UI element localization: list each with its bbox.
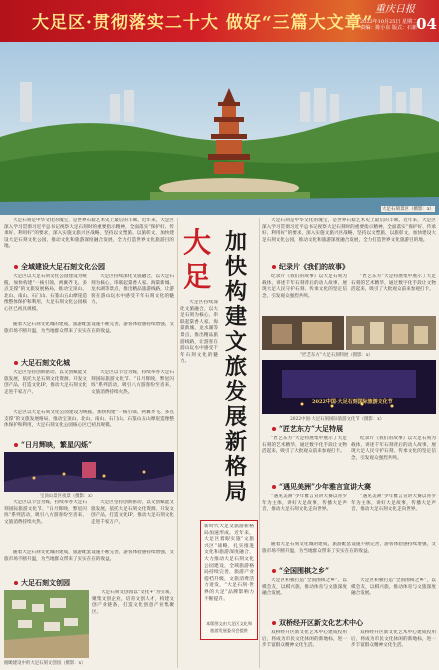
section-title-2: 大足石刻文化城: [14, 358, 70, 368]
body-text-r3b: 纪录片《我们的故事》以大足石刻为载体，讲述千年石刻背后的动人故事，展现大足人民守护石刻、传承文化的坚定信念，引发观众强烈共鸣。: [351, 436, 436, 461]
exhibit-illustration-1: [262, 316, 344, 350]
body-text-r4b: “遇见美洲”少年雅言宣讲大赛以青少年为主体，讲好大足故事，传播大足声音，推动大足石刻文化走向世界。: [351, 494, 436, 513]
intro-box: [200, 520, 258, 640]
issue-info: [360, 19, 417, 31]
intro-text: 新时代大足文旅游新格局加速形成。近年来，大足区着眼实施“文旅兴区”战略，扎实推进文化和旅游深度融合，大力推动大足石刻文化公园建设，全域旅游格局持续完善，旅游产业提档升级，文旅消费活力迸发，“大足石刻·世界的大足”品牌影响力不断提升。: [204, 524, 254, 602]
bullet-icon: [14, 581, 18, 585]
caption-festival: 2022中国·大足石刻国际旅游文化节（摄影：x）: [290, 417, 385, 422]
hero-illustration: [0, 42, 439, 215]
body-text-7: 随着大足石刻文化城的建成，旅游配套设施不断完善，游客体验感持续增强，文旅市场不断升温，为当地群众带来了实实在在的收益。: [4, 550, 174, 562]
body-text-r6a: 大足区积极打造“全国围棋之乡”，以棋会友，以棋兴旅，推动体育与文旅深度融合发展。: [262, 578, 347, 597]
bullet-icon: [272, 427, 276, 431]
body-text-r2a: 纪录片《我们的故事》以大足石刻为载体，讲述千年石刻背后的动人故事，展现大足人民守护石刻、传承文化的坚定信念，引发观众强烈共鸣。: [262, 274, 347, 299]
section-title-6: “匠艺东方”大足特展: [272, 424, 343, 434]
bullet-icon: [14, 265, 18, 269]
night-scene-illustration: [4, 452, 174, 492]
section-title-8: “全国围棋之乡”: [272, 566, 329, 576]
issue-date: 2022年10月25日 星期二: [359, 19, 417, 25]
column-divider-right: [259, 218, 260, 668]
headline-place: 大足: [182, 226, 211, 293]
body-text-r7a: 双桥经开区新文化艺术中心建成投用后，将成为市民文化休闲的新地标，进一步丰富群众精神文化生活。: [262, 630, 347, 649]
section-title-9: 双桥经开区新文化艺术中心: [272, 618, 363, 628]
exhibit-photo-2: [346, 316, 436, 350]
body-text-r3a: “匠艺东方”大足特展集中展示了大足石刻的艺术精华，通过数字化手段让文物活起来，吸引了大批观众前来参观打卡。: [262, 436, 347, 455]
festival-badge: 2022中国·大足石刻国际旅游文化节: [312, 399, 393, 405]
bullet-icon: [14, 443, 18, 447]
body-text-2a: 大足区以大足石刻文化公园建设为统揽，加快构建“一核引领、两翼齐飞、多点支撑”的文旅发展格局，推动宝顶山、北山、南山、石门山、石篆山五山摩崖造像整体保护和利用，大足石刻文化公园核心区已初具规模。: [4, 274, 87, 312]
exhibit-illustration-2: [346, 316, 436, 350]
bullet-icon: [272, 485, 276, 489]
hero-photo: [0, 42, 439, 215]
headline-main: 加快构建文旅发展新格局: [224, 229, 247, 505]
body-text-4a: 大足区坚持创新驱动，以文创赋能文旅发展，依托大足石刻文化资源，开发文创产品，打造文化IP，推动大足石刻文化走进千家万户。: [4, 370, 87, 395]
bullet-icon: [272, 621, 276, 625]
intro-credit: 本版图文由大足区文化和旅游发展委员会提供: [205, 621, 253, 633]
caption-night-scene: 宝顶山景区夜景（摄影：x）: [40, 494, 96, 499]
body-text-1: 大足石刻是中华文化的瑰宝，是世界石窟艺术史上最后的丰碑。近年来，大足区深入学习贯彻习近平总书记视察大足石刻时的重要指示精神，全面落实“保护好、传承好、利用好”的要求，深入实施文旅兴区战略，坚持以文塑旅、以旅彰文，加快建设大足石刻文化公园，推动文化和旅游深度融合发展，全力打造世界文化旅游目的地。: [4, 218, 174, 250]
newspaper-brand: 重庆日报: [375, 4, 415, 15]
bullet-icon: [14, 361, 18, 365]
night-scene-photo: [4, 452, 174, 492]
body-text-5: 大足区以大足石刻文化公园建设为统揽，加快构建“一核引领、两翼齐飞、多点支撑”的文旅发展格局，推动宝顶山、北山、南山、石门山、石篆山五山摩崖造像整体保护和利用，大足石刻文化公园核心区已初具规模。: [4, 410, 174, 429]
section-title-3: “日月辉映，繁星闪烁”: [14, 440, 92, 450]
body-text-center: 大足区持续深化文旅融合，以大足石刻为核心，串联起棠香人家、海棠新城、龙水湖等景点，推出精品旅游线路，让游客在游山玩水中感受千年石刻文化的魅力。: [180, 300, 218, 365]
body-text-r5: 随着大足石刻文化城的建成，旅游配套设施不断完善，游客体验感持续增强，文旅市场不断升温，为当地群众带来了实实在在的收益。: [262, 542, 436, 554]
body-text-r2b: “匠艺东方”大足特展集中展示了大足石刻的艺术精华，通过数字化手段让文物活起来，吸引了大批观众前来参观打卡。: [351, 274, 436, 293]
masthead: [0, 0, 439, 42]
cultural-park-photo: [4, 590, 89, 658]
column-divider-left: [177, 218, 178, 668]
body-text-6a: 大足区以节会为媒，持续举办大足石刻国际旅游文化节、“日月辉映，繁星闪烁”系列活动，吸引八方游客纷至沓来，文旅消费持续火热。: [4, 500, 87, 525]
hero-caption: 大足石刻景区（摄影：x）: [381, 207, 434, 212]
body-text-8: 大足石刻文创园以“文化+”为引领，聚集文创企业，培育文创人才，构建文创产业链条，打造文化创意产业集聚区。: [92, 590, 174, 615]
bullet-icon: [272, 569, 276, 573]
cultural-park-illustration: [4, 590, 89, 658]
body-text-r1: 大足石刻是中华文化的瑰宝，是世界石窟艺术史上最后的丰碑。近年来，大足区深入学习贯彻习近平总书记视察大足石刻时的重要指示精神，全面落实“保护好、传承好、利用好”的要求，深入实施文旅兴区战略，坚持以文塑旅、以旅彰文，加快建设大足石刻文化公园，推动文化和旅游深度融合发展，全力打造世界文化旅游目的地。: [262, 218, 436, 243]
body-text-2b: 大足区持续深化文旅融合，以大足石刻为核心，串联起棠香人家、海棠新城、龙水湖等景点，推出精品旅游线路，让游客在游山玩水中感受千年石刻文化的魅力。: [91, 274, 174, 306]
issue-editor: 责编：陈小东 版式：石新: [360, 25, 417, 31]
caption-cultural-park: 俯瞰建设中的大足石刻文创园（摄影：x）: [4, 661, 86, 666]
page-number: 04: [416, 15, 437, 33]
festival-illustration: [262, 360, 436, 414]
body-text-3: 随着大足石刻文化城的建成，旅游配套设施不断完善，游客体验感持续增强，文旅市场不断升温，为当地群众带来了实实在在的收益。: [4, 322, 174, 334]
section-title-7: “遇见美洲”少年雅言宣讲大赛: [272, 482, 371, 492]
section-title-5: 纪录片《我们的故事》: [272, 262, 349, 272]
section-title-4: 大足石刻文创园: [14, 578, 70, 588]
body-text-r4a: “遇见美洲”少年雅言宣讲大赛以青少年为主体，讲好大足故事，传播大足声音，推动大足石刻文化走向世界。: [262, 494, 347, 513]
section-title-1: 全域建设大足石刻文化公园: [14, 262, 105, 272]
exhibit-photo-1: [262, 316, 344, 350]
body-text-6b: 大足区坚持创新驱动，以文创赋能文旅发展，依托大足石刻文化资源，开发文创产品，打造文化IP，推动大足石刻文化走进千家万户。: [91, 500, 174, 525]
caption-exhibit: “匠艺东方”大足石刻特展（摄影：x）: [300, 353, 373, 358]
body-text-r7b: 双桥经开区新文化艺术中心建成投用后，将成为市民文化休闲的新地标，进一步丰富群众精神文化生活。: [351, 630, 436, 649]
body-text-r6b: 大足区积极打造“全国围棋之乡”，以棋会友，以棋兴旅，推动体育与文旅深度融合发展。: [351, 578, 436, 597]
festival-photo: [262, 360, 436, 414]
bullet-icon: [272, 265, 276, 269]
masthead-title: 大足区·贯彻落实二十大 做好“三篇大文章”: [32, 13, 374, 33]
body-text-4b: 大足区以节会为媒，持续举办大足石刻国际旅游文化节、“日月辉映，繁星闪烁”系列活动，吸引八方游客纷至沓来，文旅消费持续火热。: [91, 370, 174, 395]
